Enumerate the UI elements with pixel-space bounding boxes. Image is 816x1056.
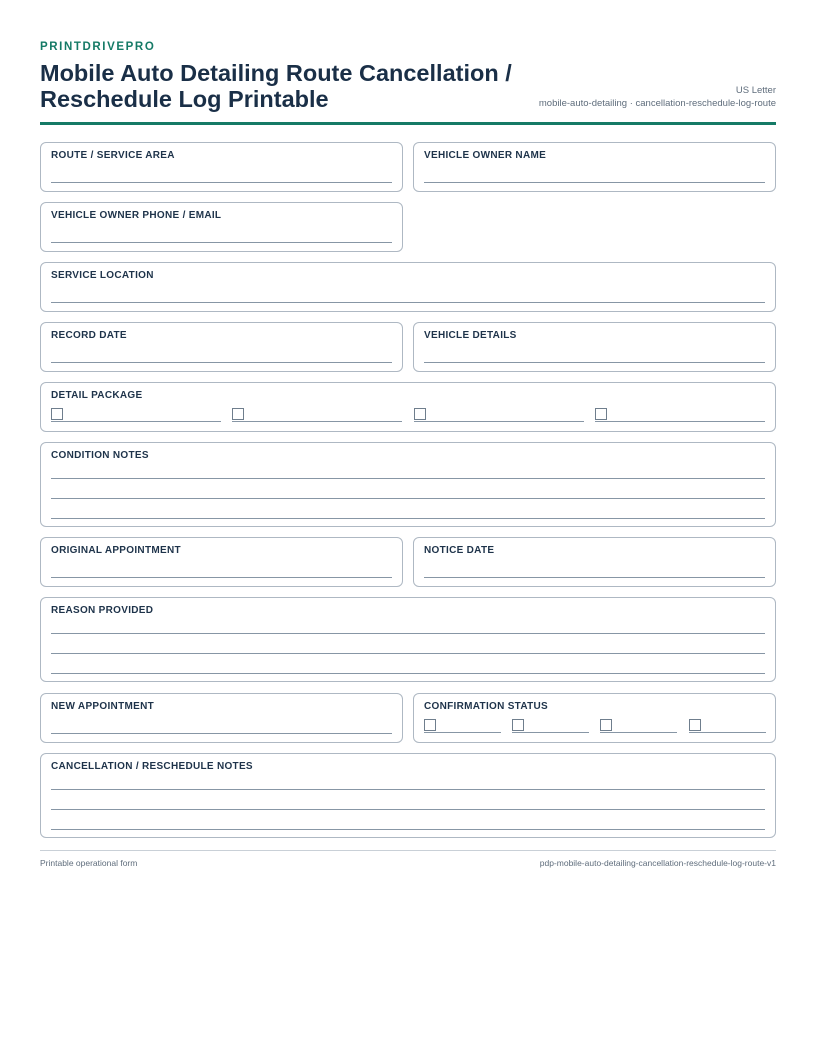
condition-notes-label: CONDITION NOTES xyxy=(51,450,149,461)
vehicle-details-line[interactable] xyxy=(424,362,765,363)
vehicle-owner-contact-line[interactable] xyxy=(51,242,392,243)
cancellation-notes-line[interactable] xyxy=(51,809,765,810)
new-appointment-line[interactable] xyxy=(51,733,392,734)
detail-package-field xyxy=(40,382,776,432)
page-meta xyxy=(539,84,776,110)
reason-provided-line[interactable] xyxy=(51,633,765,634)
new-appointment-field[interactable] xyxy=(40,693,403,743)
option-line xyxy=(424,732,501,733)
condition-notes-field[interactable] xyxy=(40,442,776,527)
original-appointment-field[interactable] xyxy=(40,537,403,587)
checkbox[interactable] xyxy=(595,408,607,420)
route-service-area-field[interactable] xyxy=(40,142,403,192)
option-line xyxy=(512,732,589,733)
checkbox[interactable] xyxy=(232,408,244,420)
paper-size: US Letter xyxy=(735,85,776,96)
service-location-label: SERVICE LOCATION xyxy=(51,270,154,281)
form-page xyxy=(40,40,776,772)
option-line xyxy=(595,421,765,422)
option-line xyxy=(51,421,221,422)
new-appointment-label: NEW APPOINTMENT xyxy=(51,701,155,712)
detail-package-option[interactable] xyxy=(595,408,765,422)
notice-date-label: NOTICE DATE xyxy=(424,545,495,556)
notice-date-line[interactable] xyxy=(424,577,765,578)
record-date-field[interactable] xyxy=(40,322,403,372)
vehicle-owner-contact-field[interactable] xyxy=(40,202,403,252)
vehicle-owner-name-field[interactable] xyxy=(413,142,776,192)
record-date-line[interactable] xyxy=(51,362,392,363)
cancellation-notes-line[interactable] xyxy=(51,789,765,790)
confirmation-status-label: CONFIRMATION STATUS xyxy=(424,701,549,712)
footer-rule xyxy=(40,850,776,851)
condition-notes-line[interactable] xyxy=(51,518,765,519)
confirmation-status-option[interactable] xyxy=(689,719,766,733)
footer-form-id: pdp-mobile-auto-detailing-cancellation-reschedule-log-route-v1 xyxy=(539,858,776,868)
reason-provided-field[interactable] xyxy=(40,597,776,682)
footer-caption: Printable operational form xyxy=(40,858,138,868)
confirmation-status-field xyxy=(413,693,776,743)
checkbox[interactable] xyxy=(689,719,701,731)
vehicle-details-field[interactable] xyxy=(413,322,776,372)
confirmation-status-option[interactable] xyxy=(600,719,677,733)
detail-package-option[interactable] xyxy=(414,408,584,422)
page-title: Mobile Auto Detailing Route Cancellation / Reschedule Log Printable xyxy=(40,60,512,112)
header xyxy=(40,54,776,120)
reason-provided-label: REASON PROVIDED xyxy=(51,605,154,616)
option-line xyxy=(414,421,584,422)
detail-package-label: DETAIL PACKAGE xyxy=(51,390,143,401)
checkbox[interactable] xyxy=(51,408,63,420)
route-service-area-line[interactable] xyxy=(51,182,392,183)
detail-package-option[interactable] xyxy=(232,408,402,422)
original-appointment-line[interactable] xyxy=(51,577,392,578)
record-date-label: RECORD DATE xyxy=(51,330,127,341)
detail-package-option[interactable] xyxy=(51,408,221,422)
option-line xyxy=(232,421,402,422)
brand-name: PRINTDRIVEPRO xyxy=(40,41,156,53)
service-location-field[interactable] xyxy=(40,262,776,312)
route-service-area-label: ROUTE / SERVICE AREA xyxy=(51,150,175,161)
checkbox[interactable] xyxy=(414,408,426,420)
vehicle-owner-contact-label: VEHICLE OWNER PHONE / EMAIL xyxy=(51,210,222,221)
option-line xyxy=(689,732,766,733)
vehicle-owner-name-label: VEHICLE OWNER NAME xyxy=(424,150,547,161)
vehicle-details-label: VEHICLE DETAILS xyxy=(424,330,517,341)
confirmation-status-option[interactable] xyxy=(424,719,501,733)
form-slug: mobile-auto-detailing · cancellation-reschedule-log-route xyxy=(538,98,776,109)
header-rule xyxy=(40,122,776,125)
reason-provided-line[interactable] xyxy=(51,653,765,654)
cancellation-notes-field[interactable] xyxy=(40,753,776,838)
condition-notes-line[interactable] xyxy=(51,498,765,499)
option-line xyxy=(600,732,677,733)
original-appointment-label: ORIGINAL APPOINTMENT xyxy=(51,545,181,556)
condition-notes-line[interactable] xyxy=(51,478,765,479)
checkbox[interactable] xyxy=(512,719,524,731)
notice-date-field[interactable] xyxy=(413,537,776,587)
checkbox[interactable] xyxy=(424,719,436,731)
service-location-line[interactable] xyxy=(51,302,765,303)
checkbox[interactable] xyxy=(600,719,612,731)
confirmation-status-option[interactable] xyxy=(512,719,589,733)
vehicle-owner-name-line[interactable] xyxy=(424,182,765,183)
cancellation-notes-line[interactable] xyxy=(51,829,765,830)
cancellation-notes-label: CANCELLATION / RESCHEDULE NOTES xyxy=(51,761,253,772)
reason-provided-line[interactable] xyxy=(51,673,765,674)
